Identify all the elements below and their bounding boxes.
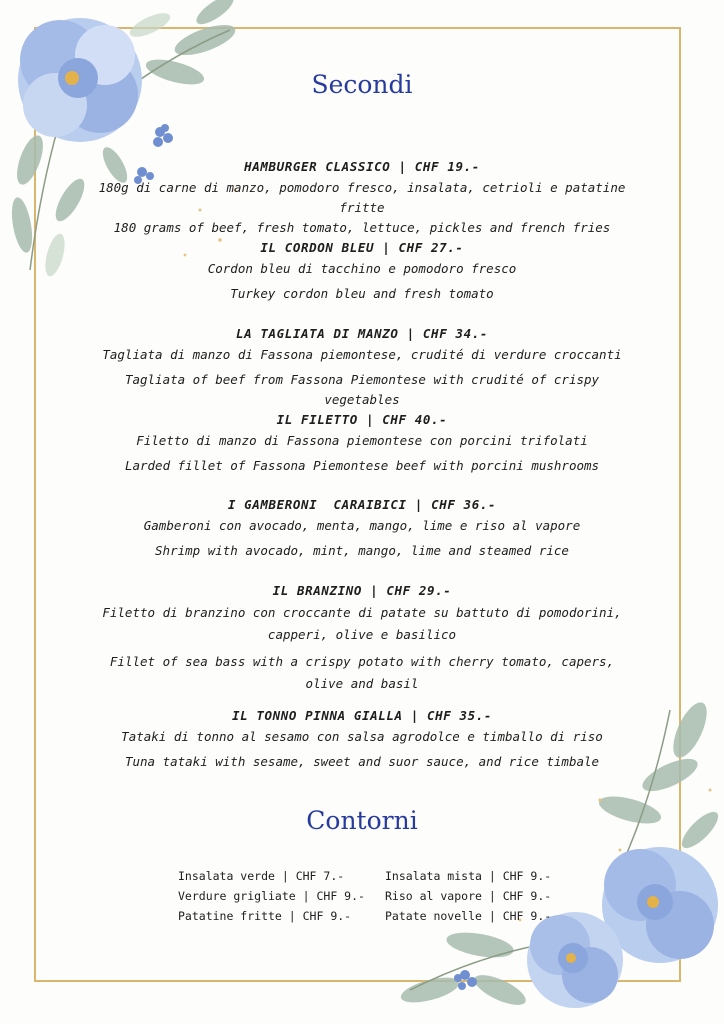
dish-name: LA TAGLIATA DI MANZO | CHF 34.- [236,326,488,341]
list-item: Patatine fritte | CHF 9.- [178,909,352,923]
dish-il-tonno-pinna-gialla [90,706,634,772]
dish-description-english-line-2: olive and basil [305,676,419,691]
list-item: Patate novelle | CHF 9.- [385,909,552,923]
dish-description-english: 180 grams of beef, fresh tomato, lettuce, pickles and french fries [113,220,611,235]
dish-name: IL BRANZINO | CHF 29.- [272,583,452,598]
dish-description-italian-line-2: capperi, olive e basilico [267,627,457,642]
contorni-list-right [385,866,551,926]
dish-description-english-line-1: Fillet of sea bass with a crispy potato with cherry tomato, capers, [109,654,615,669]
dish-name: HAMBURGER CLASSICO | CHF 19.- [244,159,480,174]
contorni-list-left [178,866,365,926]
dish-name: IL CORDON BLEU | CHF 27.- [260,240,464,255]
dish-description-italian: Gamberoni con avocado, menta, mango, lime e riso al vapore [143,518,581,533]
dish-description-english: Shrimp with avocado, mint, mango, lime and steamed rice [155,543,569,558]
list-item: Insalata verde | CHF 7.- [178,869,345,883]
list-item: Insalata mista | CHF 9.- [385,869,552,883]
dish-description-italian: Cordon bleu di tacchino e pomodoro fresco [207,261,517,276]
dish-name: I GAMBERONI CARAIBICI | CHF 36.- [227,497,497,512]
section-title-contorni: Contorni [306,806,418,835]
dish-description-italian: Tataki di tonno al sesamo con salsa agrodolce e timballo di riso [121,729,603,744]
dish-i-gamberoni-caraibici [90,495,634,561]
dish-name: IL TONNO PINNA GIALLA | CHF 35.- [231,708,493,723]
dish-la-tagliata-di-manzo [90,324,634,410]
dish-description-italian: Tagliata di manzo di Fassona piemontese, crudité di verdure croccanti [102,347,622,362]
dish-description-italian-line-1: Filetto di branzino con croccante di patate su battuto di pomodorini, [102,605,622,620]
dish-description-english: Tuna tataki with sesame, sweet and suor sauce, and rice timbale [124,754,600,769]
dish-description-italian: Filetto di manzo di Fassona piemontese con porcini trifolati [136,433,588,448]
dish-il-filetto [90,410,634,476]
dish-description-english: Tagliata of beef from Fassona Piemontese with crudité of crispy vegetables [124,372,600,407]
dish-description-english: Turkey cordon bleu and fresh tomato [230,286,494,301]
dish-description-english: Larded fillet of Fassona Piemontese beef with porcini mushrooms [124,458,600,473]
dish-il-cordon-bleu [90,238,634,304]
dish-description-italian: 180g di carne di manzo, pomodoro fresco, insalata, cetrioli e patatine fritte [98,180,626,215]
dish-il-branzino [90,581,634,695]
dish-name: IL FILETTO | CHF 40.- [276,412,448,427]
list-item: Verdure grigliate | CHF 9.- [178,889,365,903]
list-item: Riso al vapore | CHF 9.- [385,889,552,903]
dish-hamburger-classico [90,157,634,238]
section-title-secondi: Secondi [311,70,413,99]
